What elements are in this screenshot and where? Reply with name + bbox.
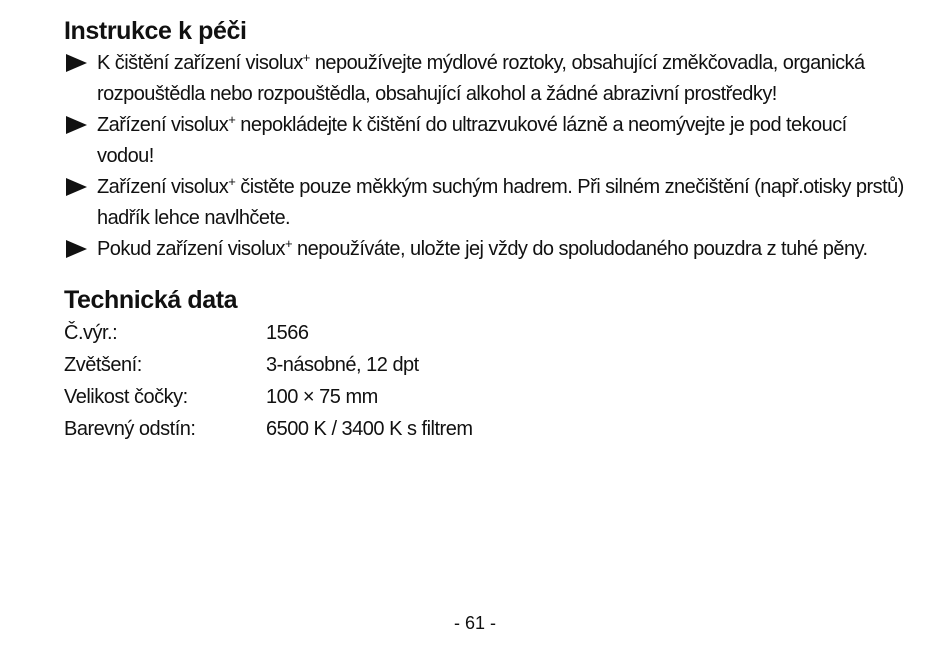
spec-row <box>64 317 904 349</box>
care-item-superscript: + <box>285 236 293 251</box>
triangle-bullet-icon <box>66 240 87 258</box>
care-item-text: Zařízení visolux <box>97 114 229 136</box>
care-item-superscript: + <box>228 174 236 189</box>
care-item <box>64 172 904 234</box>
care-item-superscript: + <box>302 50 310 65</box>
care-item <box>64 234 904 265</box>
spec-value: 6500 K / 3400 K s filtrem <box>266 418 473 440</box>
triangle-bullet-icon <box>66 54 87 72</box>
care-item-superscript: + <box>228 112 236 127</box>
spec-value: 1566 <box>266 322 309 344</box>
technical-data-heading: Technická data <box>64 286 238 314</box>
care-item-text: Zařízení visolux <box>97 176 229 198</box>
technical-data-table <box>64 317 904 445</box>
spec-label: Barevný odstín: <box>64 418 196 440</box>
spec-row <box>64 413 904 445</box>
spec-label: Zvětšení: <box>64 354 142 376</box>
spec-label: Č.výr.: <box>64 322 118 344</box>
care-item-text: Pokud zařízení visolux <box>97 238 285 260</box>
care-item <box>64 110 904 172</box>
care-item-text: čistěte pouze měkkým suchým hadrem. Při silném znečištění (např.otisky prstů) hadřík lehce navlhčete. <box>97 176 904 229</box>
triangle-bullet-icon <box>66 178 87 196</box>
care-item-text: nepoužíváte, uložte jej vždy do spoludodaného pouzdra z tuhé pěny. <box>292 238 868 260</box>
care-item-text: nepokládejte k čištění do ultrazvukové lázně a neomývejte je pod tekoucí vodou! <box>97 114 847 167</box>
triangle-bullet-icon <box>66 116 87 134</box>
page-content <box>64 14 904 445</box>
spec-label: Velikost čočky: <box>64 386 188 408</box>
care-item <box>64 48 904 110</box>
spec-value: 100 × 75 mm <box>266 386 378 408</box>
care-item-text: K čištění zařízení visolux <box>97 52 303 74</box>
spec-row <box>64 349 904 381</box>
care-instructions-heading: Instrukce k péči <box>64 17 247 45</box>
care-item-text: nepoužívejte mýdlové roztoky, obsahující změkčovadla, organická rozpouštědla nebo rozpouštědla, obsahující alkohol a žádné abrazivní prostředky! <box>97 52 865 105</box>
care-instructions-list <box>64 48 904 265</box>
spec-row <box>64 381 904 413</box>
spec-value: 3-násobné, 12 dpt <box>266 354 419 376</box>
page-number: - 61 - <box>453 613 496 633</box>
